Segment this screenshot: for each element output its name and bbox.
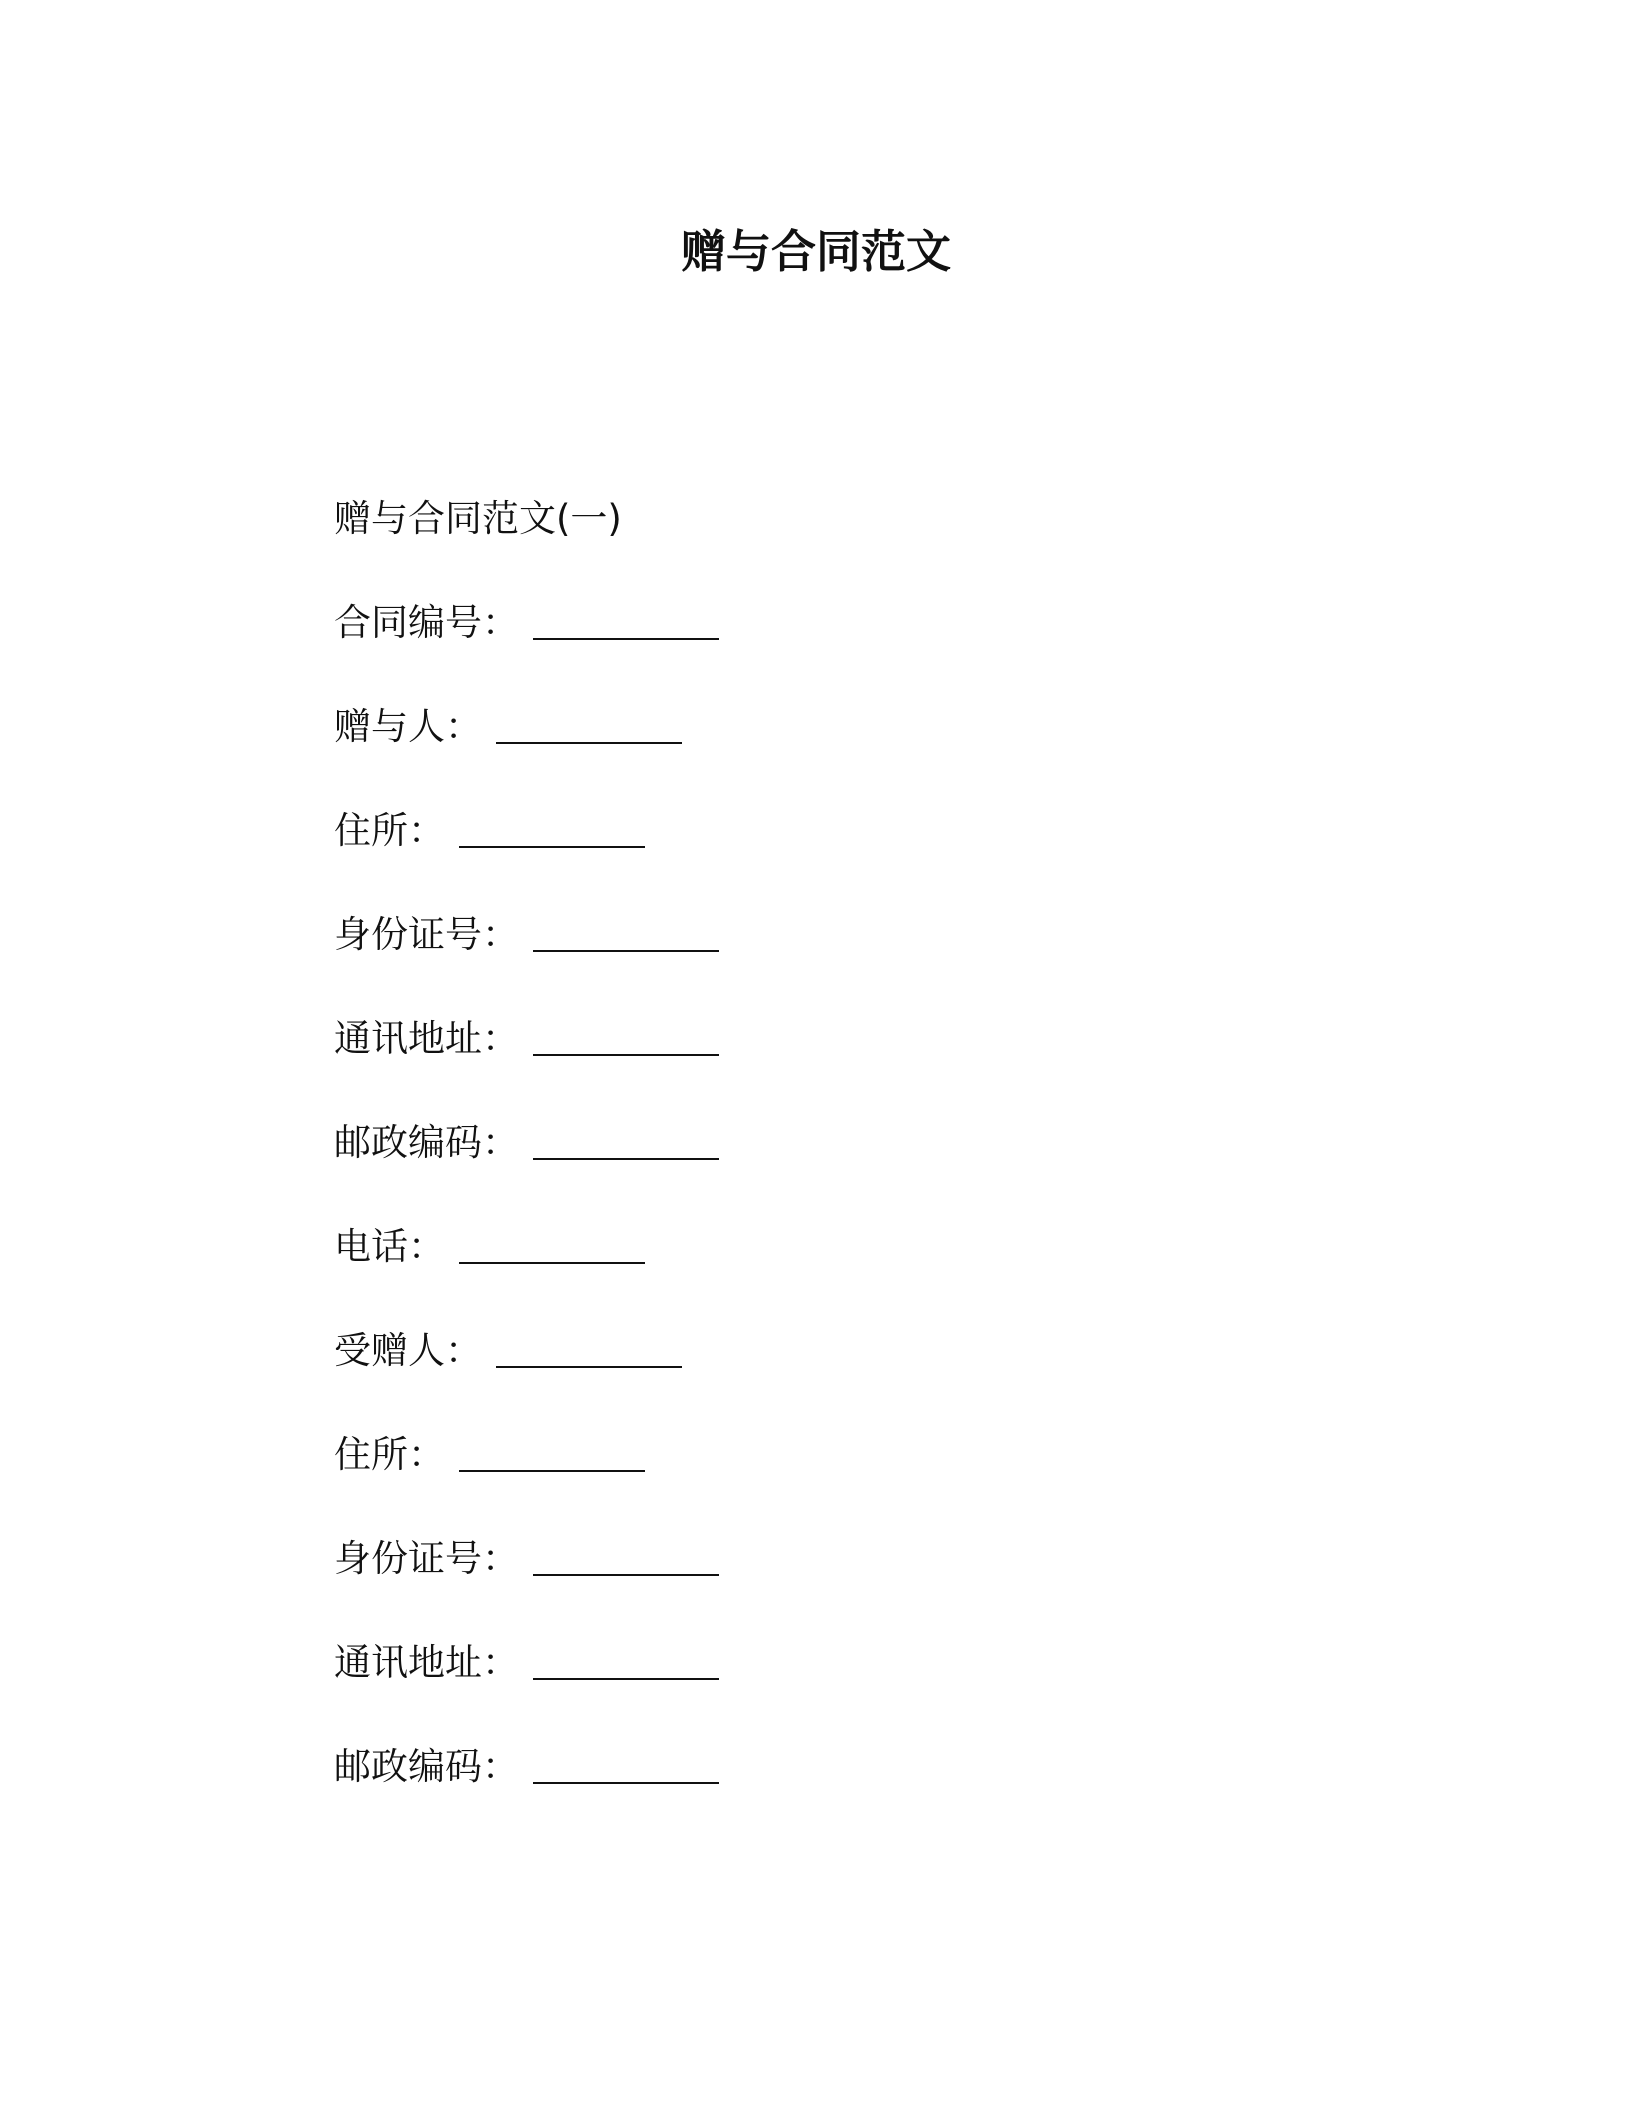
field-label: 通讯地址： <box>334 1017 519 1060</box>
field-label: 赠与人： <box>334 705 482 748</box>
fill-in-blank <box>533 1118 719 1160</box>
section-heading: 赠与合同范文(一) <box>334 497 622 540</box>
field-donor-postal-code <box>334 1118 719 1222</box>
field-label: 受赠人： <box>334 1329 482 1372</box>
field-label: 合同编号： <box>334 601 519 644</box>
field-label: 住所： <box>334 809 445 852</box>
field-donor <box>334 702 719 806</box>
fill-in-blank <box>496 702 682 744</box>
fill-in-blank <box>459 1222 645 1264</box>
field-label: 身份证号： <box>334 1537 519 1580</box>
field-label: 住所： <box>334 1433 445 1476</box>
field-label: 通讯地址： <box>334 1641 519 1684</box>
fill-in-blank <box>459 806 645 848</box>
fill-in-blank <box>533 1638 719 1680</box>
document-title: 赠与合同范文 <box>680 225 951 278</box>
field-donee-residence <box>334 1430 719 1534</box>
contract-field-list <box>334 598 719 1846</box>
field-label: 邮政编码： <box>334 1121 519 1164</box>
field-donor-mailing-address <box>334 1014 719 1118</box>
field-donor-phone <box>334 1222 719 1326</box>
fill-in-blank <box>533 1742 719 1784</box>
field-label: 邮政编码： <box>334 1745 519 1788</box>
fill-in-blank <box>533 1014 719 1056</box>
field-donor-residence <box>334 806 719 910</box>
fill-in-blank <box>459 1430 645 1472</box>
field-contract-number <box>334 598 719 702</box>
field-label: 电话： <box>334 1225 445 1268</box>
fill-in-blank <box>496 1326 682 1368</box>
fill-in-blank <box>533 1534 719 1576</box>
field-donor-id-number <box>334 910 719 1014</box>
field-label: 身份证号： <box>334 913 519 956</box>
field-donee <box>334 1326 719 1430</box>
fill-in-blank <box>533 598 719 640</box>
field-donee-id-number <box>334 1534 719 1638</box>
field-donee-mailing-address <box>334 1638 719 1742</box>
field-donee-postal-code <box>334 1742 719 1846</box>
fill-in-blank <box>533 910 719 952</box>
